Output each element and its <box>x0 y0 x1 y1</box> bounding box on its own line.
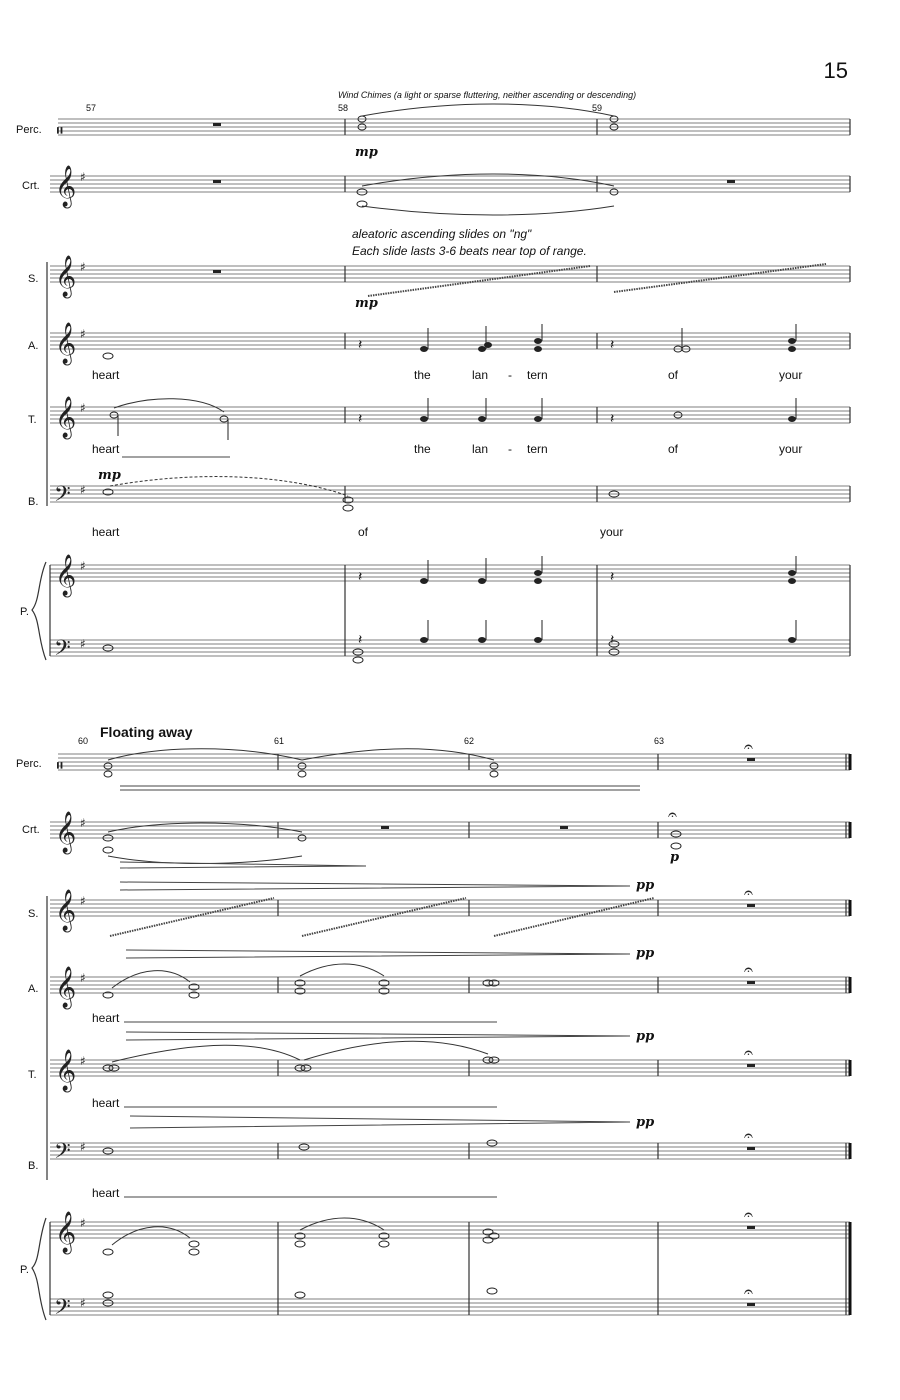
label-piano-2: P. <box>20 1264 29 1276</box>
svg-text:𝄽: 𝄽 <box>358 411 363 427</box>
svg-text:𝄞: 𝄞 <box>55 323 77 364</box>
lyric-alto-hyphen: - <box>508 368 512 382</box>
svg-text:♯: ♯ <box>80 971 86 985</box>
svg-text:𝄞: 𝄞 <box>55 812 77 853</box>
svg-text:♯: ♯ <box>80 816 86 830</box>
svg-text:𝄽: 𝄽 <box>610 569 615 585</box>
label-cornet-2: Crt. <box>22 824 40 836</box>
page-number: 15 <box>823 58 848 83</box>
svg-text:♯: ♯ <box>80 483 86 497</box>
svg-text:𝄽: 𝄽 <box>610 411 615 427</box>
svg-text:𝄐: 𝄐 <box>744 960 753 979</box>
svg-text:♯: ♯ <box>80 637 86 651</box>
svg-text:𝄞: 𝄞 <box>55 1050 77 1091</box>
lyric-alto-tern: tern <box>527 368 548 382</box>
lyric-alto-lan: lan <box>472 368 489 382</box>
svg-text:♯: ♯ <box>80 401 86 415</box>
svg-text:𝄐: 𝄐 <box>744 1126 753 1145</box>
dynamic-soprano-mp: mp <box>355 296 378 311</box>
dynamic-alto-pp: pp <box>636 946 655 961</box>
svg-text:𝄞: 𝄞 <box>55 555 77 596</box>
lyric-alto-heart-2: heart <box>92 1011 120 1025</box>
lyric-tenor-heart: heart <box>92 442 120 456</box>
label-soprano: S. <box>28 273 39 285</box>
svg-text:♯: ♯ <box>80 1296 86 1310</box>
measure-number-63: 63 <box>654 736 665 746</box>
soprano-instruction-2: Each slide lasts 3-6 beats near top of range. <box>352 244 587 258</box>
svg-text:𝄐: 𝄐 <box>668 805 677 824</box>
svg-text:𝄢: 𝄢 <box>54 482 71 512</box>
svg-text:𝄐: 𝄐 <box>744 883 753 902</box>
svg-text:♯: ♯ <box>80 559 86 573</box>
lyric-alto-the: the <box>414 368 431 382</box>
svg-text:𝄢: 𝄢 <box>54 1139 71 1169</box>
label-alto: A. <box>28 340 39 352</box>
svg-text:𝄞: 𝄞 <box>55 967 77 1008</box>
label-bass: B. <box>28 496 39 508</box>
svg-text:♯: ♯ <box>80 170 86 184</box>
svg-text:𝄢: 𝄢 <box>54 636 71 666</box>
lyric-bass-heart-2: heart <box>92 1186 120 1200</box>
lyric-tenor-heart-2: heart <box>92 1096 120 1110</box>
tempo-marking: Floating away <box>100 724 193 740</box>
measure-number-57: 57 <box>86 103 97 113</box>
dynamic-tenor-pp: pp <box>636 1029 655 1044</box>
lyric-tenor-of: of <box>668 442 679 456</box>
lyric-alto-heart: heart <box>92 368 120 382</box>
label-perc: Perc. <box>16 124 42 136</box>
svg-text:𝄐: 𝄐 <box>744 1282 753 1301</box>
svg-text:𝄞: 𝄞 <box>55 890 77 931</box>
lyric-tenor-your: your <box>779 442 803 456</box>
dynamic-cornet-p: p <box>670 850 680 865</box>
label-cornet: Crt. <box>22 180 40 192</box>
label-soprano-2: S. <box>28 908 39 920</box>
lyric-tenor-tern: tern <box>527 442 548 456</box>
dynamic-bass-mp: mp <box>98 468 121 483</box>
svg-text:♯: ♯ <box>80 260 86 274</box>
system1-staves <box>50 119 850 656</box>
svg-text:𝄥: 𝄥 <box>57 756 63 777</box>
lyric-bass-heart: heart <box>92 525 120 539</box>
perc-instruction: Wind Chimes (a light or sparse fluttering, neither ascending or descending) <box>338 90 637 100</box>
lyric-tenor-hyphen: - <box>508 442 512 456</box>
label-perc-2: Perc. <box>16 758 42 770</box>
svg-text:𝄐: 𝄐 <box>744 1043 753 1062</box>
svg-text:𝄽: 𝄽 <box>610 337 615 353</box>
svg-text:𝄞: 𝄞 <box>55 256 77 297</box>
lyric-bass-your: your <box>600 525 624 539</box>
lyric-alto-your: your <box>779 368 803 382</box>
svg-text:♯: ♯ <box>80 894 86 908</box>
svg-text:♯: ♯ <box>80 1140 86 1154</box>
dynamic-perc-mp: mp <box>355 145 378 160</box>
svg-text:𝄽: 𝄽 <box>610 632 615 648</box>
lyric-tenor-the: the <box>414 442 431 456</box>
svg-text:♯: ♯ <box>80 327 86 341</box>
label-alto-2: A. <box>28 983 39 995</box>
dynamic-bass-pp: pp <box>636 1115 655 1130</box>
lyric-alto-of: of <box>668 368 679 382</box>
measure-number-61: 61 <box>274 736 285 746</box>
svg-text:𝄐: 𝄐 <box>744 737 753 756</box>
measure-number-62: 62 <box>464 736 475 746</box>
label-bass-2: B. <box>28 1160 39 1172</box>
svg-text:𝄽: 𝄽 <box>358 569 363 585</box>
soprano-instruction-1: aleatoric ascending slides on "ng" <box>352 227 532 241</box>
measure-number-59: 59 <box>592 103 603 113</box>
svg-text:𝄞: 𝄞 <box>55 397 77 438</box>
lyric-bass-of: of <box>358 525 369 539</box>
dynamic-soprano-pp: pp <box>636 878 655 893</box>
label-tenor: T. <box>28 414 37 426</box>
svg-text:𝄽: 𝄽 <box>358 337 363 353</box>
measure-number-60: 60 <box>78 736 89 746</box>
svg-text:𝄞: 𝄞 <box>55 166 77 207</box>
svg-text:𝄥: 𝄥 <box>57 121 63 142</box>
svg-text:𝄐: 𝄐 <box>744 1205 753 1224</box>
svg-text:𝄽: 𝄽 <box>358 632 363 648</box>
svg-text:𝄢: 𝄢 <box>54 1295 71 1325</box>
svg-text:♯: ♯ <box>80 1216 86 1230</box>
svg-text:♯: ♯ <box>80 1054 86 1068</box>
svg-text:𝄞: 𝄞 <box>55 1212 77 1253</box>
label-piano: P. <box>20 606 29 618</box>
label-tenor-2: T. <box>28 1069 37 1081</box>
lyric-tenor-lan: lan <box>472 442 489 456</box>
measure-number-58: 58 <box>338 103 349 113</box>
